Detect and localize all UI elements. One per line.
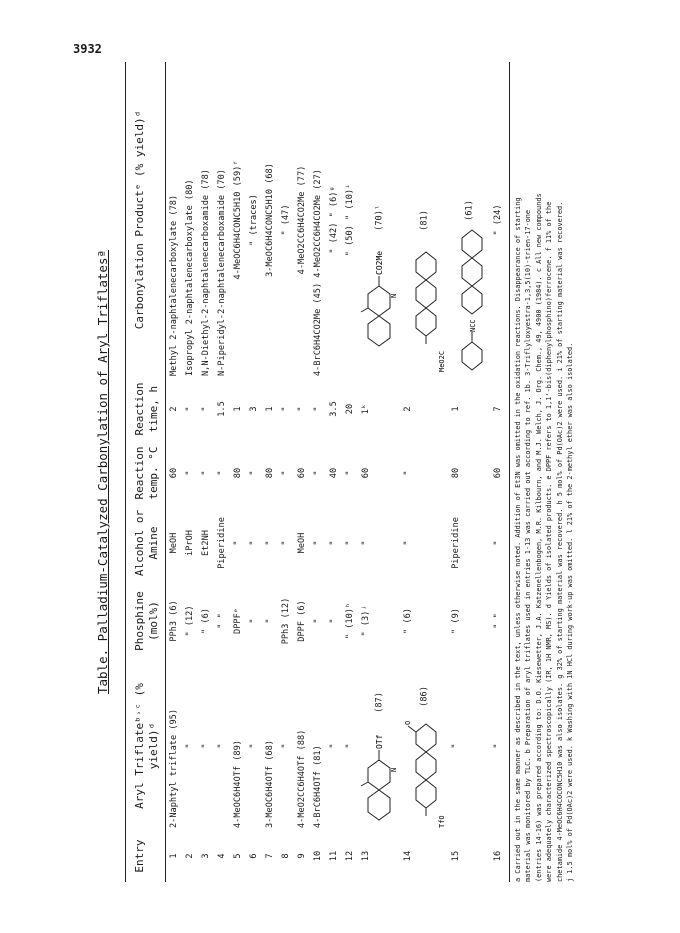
- alcohol-cell: Piperidine: [217, 517, 227, 569]
- time-cell: 1: [233, 406, 243, 412]
- time-cell: ": [201, 406, 211, 412]
- entry-cell: 3: [201, 853, 211, 859]
- table-row: [246, 62, 262, 882]
- phosphine-cell: ": [265, 618, 275, 624]
- time-cell: 2: [403, 406, 413, 412]
- table-row: [278, 62, 294, 882]
- product-cell: [358, 62, 400, 378]
- estrone-ester-structure: [402, 236, 446, 376]
- time-cell: 1ᵏ: [361, 403, 371, 415]
- entry-cell: 12: [345, 850, 355, 862]
- time-cell: ": [297, 406, 307, 412]
- entry-cell: 4: [217, 853, 227, 859]
- phosphine-cell: " (9): [451, 608, 461, 634]
- table-row: [262, 62, 278, 882]
- product-cell: " (24): [493, 204, 503, 236]
- o-label: O: [404, 720, 412, 725]
- alcohol-cell: ": [313, 540, 323, 546]
- header-alcohol-amine: Alcohol or Amine: [133, 509, 160, 577]
- co2me-label: CO2Me: [375, 250, 384, 275]
- phosphine-cell: " (6): [403, 608, 413, 634]
- entry-cell: 6: [249, 853, 259, 859]
- product-yield: (70)ˡ: [374, 204, 385, 231]
- product-cell: " (50) " (10)ⁱ: [345, 183, 355, 257]
- phosphine-cell: DPPFᵉ: [233, 608, 243, 634]
- triflate-cell: [400, 662, 448, 830]
- table-header-row: [129, 62, 166, 882]
- product-cell: 3-MeOC6H4CONC5H10 (68): [265, 163, 275, 277]
- entry-cell: 11: [329, 850, 339, 862]
- entry-cell: 7: [265, 853, 275, 859]
- alcohol-cell: ": [249, 540, 259, 546]
- product-cell: [448, 62, 490, 378]
- table-row: [342, 62, 358, 882]
- product-cell: " (47): [281, 204, 291, 236]
- phosphine-cell: PPh3 (12): [281, 597, 291, 645]
- phosphine-cell: " (3)ʲ: [361, 605, 371, 637]
- temp-cell: ": [249, 470, 259, 476]
- otf-label: OTf: [375, 734, 384, 749]
- temp-cell: ": [345, 470, 355, 476]
- header-phosphine: Phosphine (mol%): [133, 591, 160, 651]
- table-row: [400, 62, 448, 882]
- triflate-cell: ": [281, 743, 291, 749]
- tfo-label: TfO: [438, 815, 446, 828]
- time-cell: 20: [345, 403, 355, 415]
- table-row: [490, 62, 506, 882]
- entry-cell: 2: [185, 853, 195, 859]
- temp-cell: 80: [265, 467, 275, 479]
- phosphine-cell: DPPF (6): [297, 600, 307, 642]
- alcohol-cell: ": [403, 540, 413, 546]
- product-cell: 4-BrC6H4CO2Me (45) 4-MeO2CC6H4CO2Me (27): [313, 169, 323, 376]
- triflate-cell: ": [493, 743, 503, 749]
- alcohol-cell: ": [281, 540, 291, 546]
- product-cell: 4-MeOC6H4CONC5H10 (59)ᶠ: [233, 160, 243, 280]
- temp-cell: ": [185, 470, 195, 476]
- triflate-cell: ": [249, 743, 259, 749]
- top-rule: [125, 62, 126, 882]
- header-temp: Reaction temp. °C: [133, 446, 160, 500]
- time-cell: 1.5: [217, 401, 227, 417]
- time-cell: 7: [493, 406, 503, 412]
- header-aryl-triflate: Aryl Triflateᵇ˒ᶜ (% yield)ᵈ: [133, 683, 160, 809]
- temp-cell: 80: [233, 467, 243, 479]
- temp-cell: 80: [451, 467, 461, 479]
- header-time: Reaction time, h: [133, 382, 160, 436]
- n-label: N: [390, 293, 398, 298]
- product-cell: N-Piperidyl-2-naphtalenecarboxamide (70): [217, 169, 227, 376]
- meo2c-label: MeO2C: [438, 350, 446, 372]
- alcohol-cell: ": [493, 540, 503, 546]
- alcohol-cell: ": [345, 540, 355, 546]
- quinoline-ester-structure: [360, 236, 398, 376]
- table-row: [182, 62, 198, 882]
- rotated-table-page: [95, 62, 595, 882]
- product-cell: Isopropyl 2-naphtalenecarboxylate (80): [185, 179, 195, 376]
- triflate-cell: ": [217, 743, 227, 749]
- table-row: [198, 62, 214, 882]
- footnote-line: chetamide 4-MeOC6H4COCONC5H10 was also isolates. g 32% of starting material was recovered. h 5 mol% of Pd(OAc)2 were used. i 21% of starting material was recovered.: [555, 201, 564, 882]
- phosphine-cell: PPh3 (6): [169, 600, 179, 642]
- entry-cell: 13: [361, 850, 371, 862]
- temp-cell: ": [201, 470, 211, 476]
- entry-cell: 10: [313, 850, 323, 862]
- time-cell: ": [185, 406, 195, 412]
- temp-cell: 60: [361, 467, 371, 479]
- footnote-line: material was monitored by TLC. b Preparation of aryl triflates used in entries 1-13 was carried out according to ref. 1b. 3-Triflyloxyestra-1,3,5(10)-trien-17-one: [524, 209, 533, 882]
- alcohol-cell: ": [265, 540, 275, 546]
- time-cell: ": [313, 406, 323, 412]
- entry-cell: 9: [297, 853, 307, 859]
- temp-cell: ": [281, 470, 291, 476]
- product-cell: " (42) " (6)ᵍ: [329, 186, 339, 254]
- table-row: [230, 62, 246, 882]
- header-product: Carbonylation Productᵉ (% yield)ᵈ: [133, 110, 146, 330]
- table-row: [448, 62, 490, 882]
- entry-cell: 5: [233, 853, 243, 859]
- table-row: [310, 62, 326, 882]
- entry-cell: 14: [403, 850, 413, 862]
- triflate-cell: ": [201, 743, 211, 749]
- product-yield: (81): [419, 210, 430, 231]
- quinoline-triflate-structure: [360, 718, 398, 828]
- estrone-triflate-structure: [402, 712, 446, 828]
- triflate-yield: (86): [419, 686, 430, 707]
- footnotes: [509, 62, 575, 882]
- triflate-cell: ": [329, 743, 339, 749]
- temp-cell: 40: [329, 467, 339, 479]
- triflate-yield: (87): [374, 692, 385, 713]
- triflate-cell: ": [185, 743, 195, 749]
- ncc-label: NCC: [469, 319, 477, 332]
- phosphine-cell: " (12): [185, 605, 195, 637]
- temp-cell: ": [217, 470, 227, 476]
- page-number: 3932: [73, 42, 102, 56]
- phosphine-cell: " ": [217, 613, 227, 629]
- table-row: [166, 62, 183, 882]
- temp-cell: 60: [297, 467, 307, 479]
- footnote-line: (entries 14-16) was prepared according to: D.O. Kiesewetter, J.A. Katzenellenbogen, M.R. Kilbourn, and M.J. Welch, J. Org. Chem., 49, 4900 (1984). c All new compounds: [534, 193, 543, 882]
- time-cell: 3: [249, 406, 259, 412]
- alcohol-cell: iPrOH: [185, 530, 195, 556]
- alcohol-cell: ": [329, 540, 339, 546]
- phosphine-cell: " ": [493, 613, 503, 629]
- entry-cell: 1: [169, 853, 179, 859]
- triflate-cell: 4-MeOC6H4OTf (89): [233, 740, 243, 828]
- time-cell: 1: [451, 406, 461, 412]
- estrone-amide-structure: [450, 226, 488, 376]
- triflate-cell: 2-Naphtyl triflate (95): [169, 709, 179, 828]
- n-label: N: [390, 767, 398, 772]
- table-row: [358, 62, 400, 882]
- product-cell: 4-MeO2CC6H4CO2Me (77): [297, 165, 307, 275]
- phosphine-cell: ": [249, 618, 259, 624]
- table-row: [214, 62, 230, 882]
- triflate-cell: 4-MeO2CC6H4OTf (88): [297, 729, 307, 828]
- product-cell: [400, 62, 448, 378]
- product-cell: Methyl 2-naphtalenecarboxylate (78): [169, 194, 179, 376]
- phosphine-cell: " (10)ʰ: [345, 602, 355, 640]
- product-yield: (61): [464, 200, 475, 221]
- alcohol-cell: ": [233, 540, 243, 546]
- header-entry: Entry: [133, 839, 146, 873]
- product-cell: N,N-Diethyl-2-naphtalenecarboxamide (78): [201, 169, 211, 376]
- temp-cell: ": [313, 470, 323, 476]
- table-title: Table. Palladium-Catalyzed Carbonylation of Aryl Triflatesª: [95, 250, 110, 695]
- entry-cell: 8: [281, 853, 291, 859]
- carbonylation-table: [129, 62, 506, 882]
- phosphine-cell: ": [313, 618, 323, 624]
- triflate-cell: 4-BrC6H4OTf (81): [313, 745, 323, 828]
- triflate-cell: [358, 662, 400, 830]
- time-cell: 1: [265, 406, 275, 412]
- temp-cell: 60: [493, 467, 503, 479]
- triflate-cell: ": [345, 743, 355, 749]
- table-row: [294, 62, 310, 882]
- triflate-cell: ": [451, 743, 461, 749]
- product-cell: " (traces): [249, 194, 259, 246]
- footnote-line: j 1.5 mol% of Pd(OAc)2 were used. k Washing with 1N HCl during work-up was omitted. l 21% of the 2-methyl ether was also isolated.: [566, 342, 575, 882]
- time-cell: 2: [169, 406, 179, 412]
- alcohol-cell: ": [361, 540, 371, 546]
- temp-cell: 60: [169, 467, 179, 479]
- triflate-cell: 3-MeOC6H4OTf (68): [265, 740, 275, 828]
- footnote-line: a Carried out in the same manner as described in the text, unless otherwise noted. Addition of Et3N was omitted in the oxidation reactions. Disappearance of starting: [514, 197, 522, 882]
- time-cell: ": [281, 406, 291, 412]
- phosphine-cell: ": [329, 618, 339, 624]
- alcohol-cell: MeOH: [169, 532, 179, 554]
- time-cell: 3.5: [329, 401, 339, 417]
- temp-cell: ": [403, 470, 413, 476]
- entry-cell: 15: [451, 850, 461, 862]
- table-row: [326, 62, 342, 882]
- entry-cell: 16: [493, 850, 503, 862]
- footnote-line: were adequately characterized spectroscopically (IR, 1H NMR, MS). d Yields of isolated products. e DPPF refers to 1,1'-bis(diphenylphosphino)ferrocene. f 11% of the: [545, 201, 554, 882]
- alcohol-cell: Piperidine: [451, 517, 461, 569]
- alcohol-cell: MeOH: [297, 532, 307, 554]
- phosphine-cell: " (6): [201, 608, 211, 634]
- alcohol-cell: Et2NH: [201, 530, 211, 556]
